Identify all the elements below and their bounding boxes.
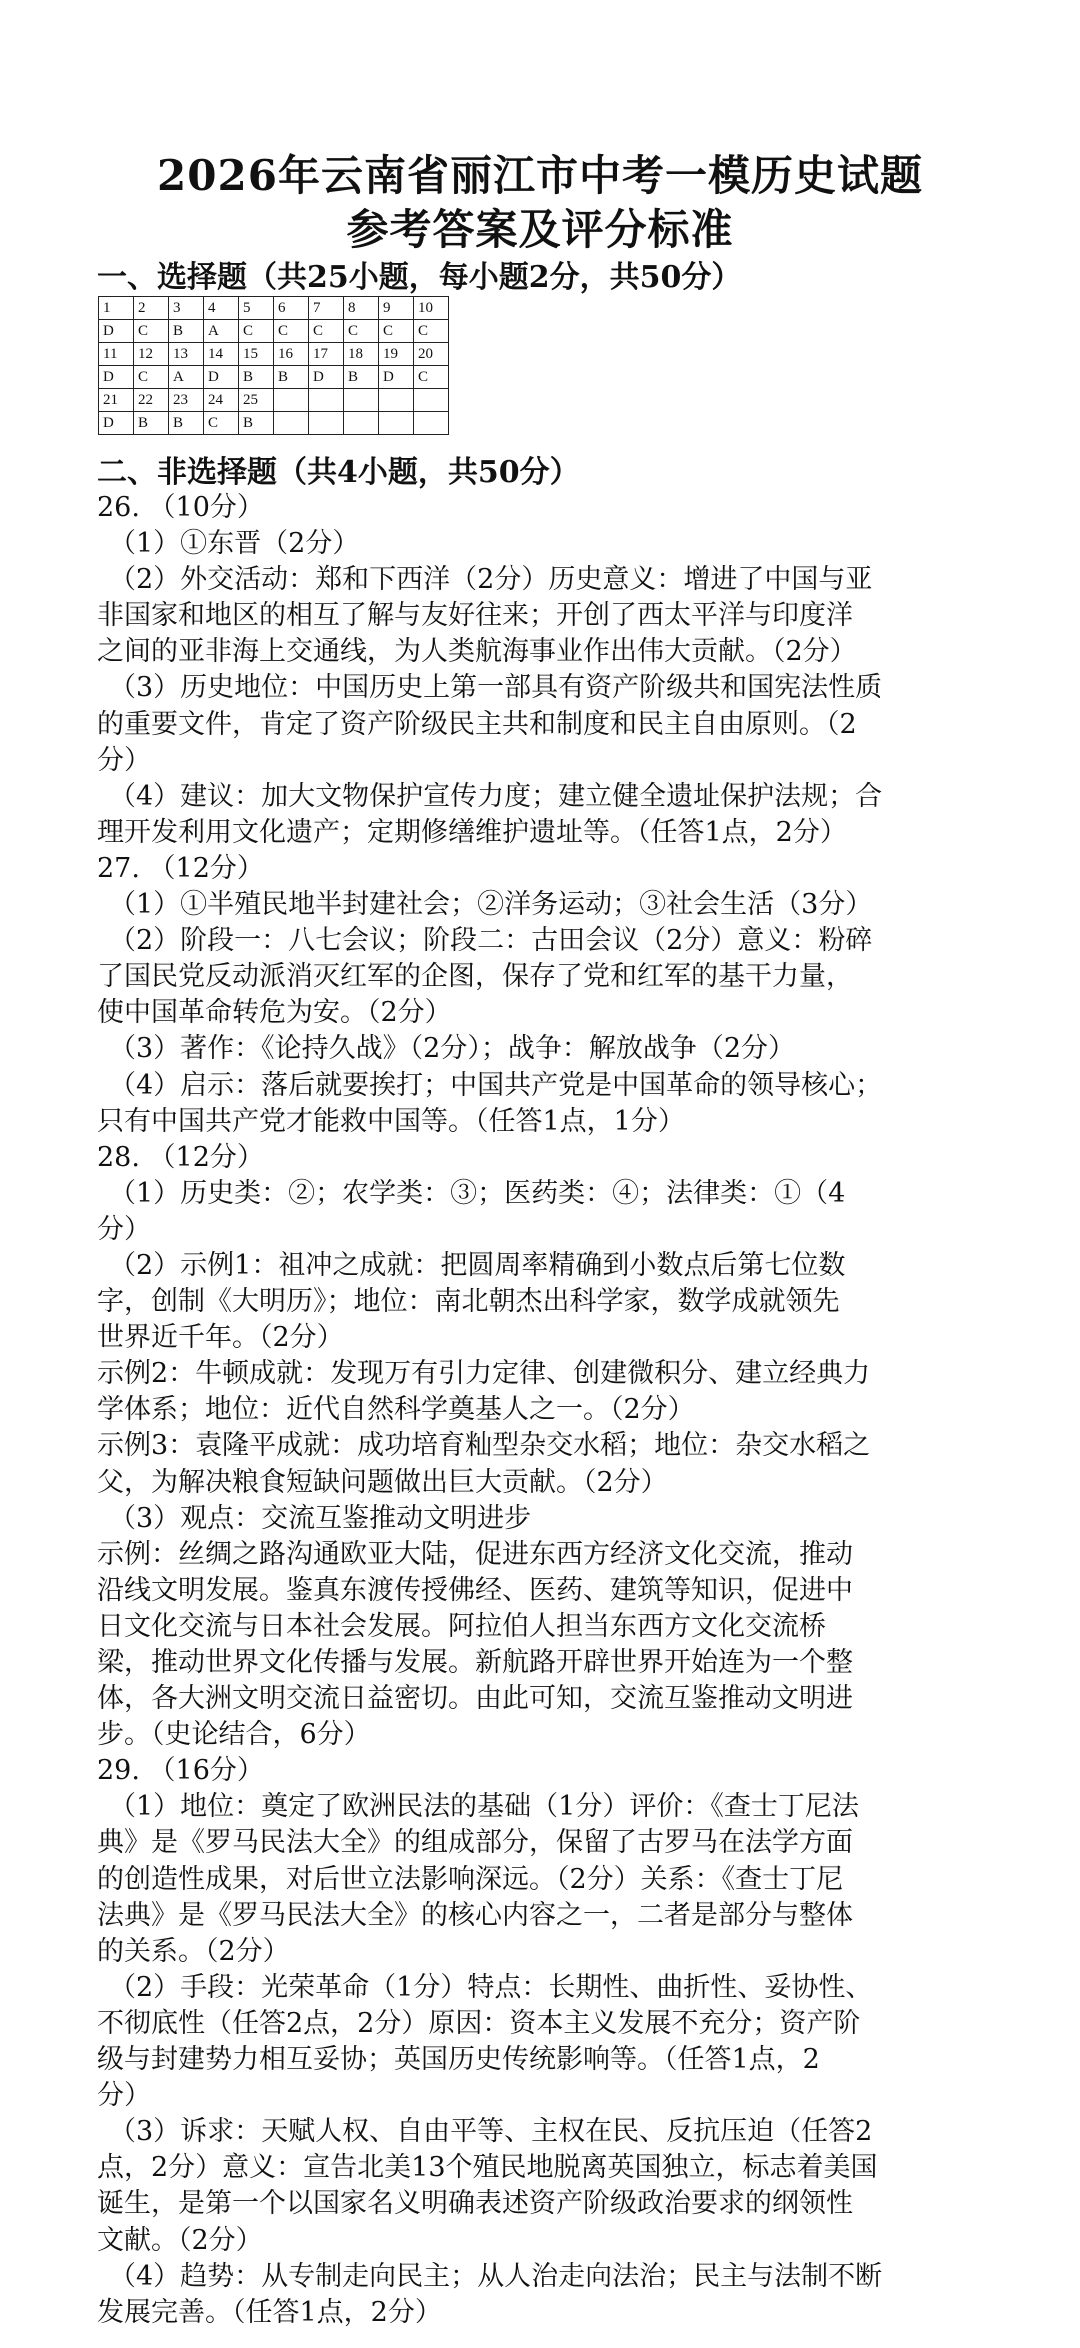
answer-table-row bbox=[99, 343, 449, 366]
answer-line: （1）历史类：②；农学类：③；医药类：④；法律类：①（4 bbox=[109, 1177, 846, 1209]
answer-table-row bbox=[99, 320, 449, 343]
answer-line: 示例：丝绸之路沟通欧亚大陆，促进东西方经济文化交流，推动 bbox=[97, 1538, 853, 1570]
answer-line: 体，各大洲文明交流日益密切。由此可知，交流互鉴推动文明进 bbox=[97, 1683, 853, 1715]
answer-table-cell: 24 bbox=[204, 389, 239, 412]
answer-line: （1）地位：奠定了欧洲民法的基础（1分）评价：《查士丁尼法 bbox=[109, 1791, 859, 1823]
answer-line: （3）历史地位：中国历史上第一部具有资产阶级共和国宪法性质 bbox=[109, 672, 883, 704]
answer-table-cell bbox=[379, 412, 414, 435]
answer-table-cell: D bbox=[309, 366, 344, 389]
answer-table-cell: 9 bbox=[379, 297, 414, 320]
answer-table-cell: B bbox=[134, 412, 169, 435]
answer-table-cell: 20 bbox=[414, 343, 449, 366]
answer-table-cell: C bbox=[414, 320, 449, 343]
answer-line: 点，2分）意义：宣告北美13个殖民地脱离英国独立，标志着美国 bbox=[97, 2152, 878, 2184]
answer-table-cell bbox=[309, 412, 344, 435]
answer-line: 只有中国共产党才能救中国等。（任答1点，1分） bbox=[97, 1105, 685, 1137]
answer-table-cell bbox=[414, 412, 449, 435]
answer-table-cell: A bbox=[169, 366, 204, 389]
answer-table-cell: 7 bbox=[309, 297, 344, 320]
answer-table-cell: 11 bbox=[99, 343, 134, 366]
answer-table-cell: 3 bbox=[169, 297, 204, 320]
answer-table-cell bbox=[344, 412, 379, 435]
answer-table-cell: 8 bbox=[344, 297, 379, 320]
answer-line: 示例2：牛顿成就：发现万有引力定律、创建微积分、建立经典力 bbox=[97, 1358, 871, 1390]
answer-line: 的重要文件，肯定了资产阶级民主共和制度和民主自由原则。（2 bbox=[97, 708, 857, 740]
answer-line: （1）①东晋（2分） bbox=[109, 528, 360, 560]
answer-table-cell: 12 bbox=[134, 343, 169, 366]
answer-table-cell bbox=[274, 389, 309, 412]
answer-table-cell: 25 bbox=[239, 389, 274, 412]
answer-line: 发展完善。（任答1点，2分） bbox=[97, 2296, 442, 2328]
answer-table-cell: B bbox=[169, 320, 204, 343]
answer-line: 分） bbox=[97, 744, 151, 776]
section-heading-non-choice: 二、非选择题（共4小题，共50分） bbox=[97, 455, 580, 490]
answer-line: 学体系；地位：近代自然科学奠基人之一。（2分） bbox=[97, 1394, 695, 1426]
answer-body bbox=[97, 490, 997, 2331]
answer-table-cell: B bbox=[169, 412, 204, 435]
answer-table-cell: C bbox=[274, 320, 309, 343]
answer-line: 不彻底性（任答2点，2分）原因：资本主义发展不充分；资产阶 bbox=[97, 2007, 861, 2039]
answer-table-cell bbox=[414, 389, 449, 412]
answer-line: （2）示例1：祖冲之成就：把圆周率精确到小数点后第七位数 bbox=[109, 1249, 846, 1281]
page-subtitle: 参考答案及评分标准 bbox=[346, 205, 734, 254]
answer-table-cell: C bbox=[414, 366, 449, 389]
answer-line: 示例3：袁隆平成就：成功培育籼型杂交水稻；地位：杂交水稻之 bbox=[97, 1430, 871, 1462]
answer-line: （4）启示：落后就要挨打；中国共产党是中国革命的领导核心； bbox=[109, 1069, 883, 1101]
question-number: 27. （12分） bbox=[97, 852, 264, 884]
section-heading-multiple-choice: 一、选择题（共25小题，每小题2分，共50分） bbox=[97, 260, 742, 295]
answer-line: 沿线文明发展。鉴真东渡传授佛经、医药、建筑等知识，促进中 bbox=[97, 1574, 853, 1606]
answer-table-cell: C bbox=[379, 320, 414, 343]
answer-line: （3）著作：《论持久战》（2分）；战争：解放战争（2分） bbox=[109, 1033, 796, 1065]
answer-table-cell: B bbox=[239, 366, 274, 389]
answer-table-cell: D bbox=[99, 412, 134, 435]
answer-table-row bbox=[99, 366, 449, 389]
answer-line: （4）建议：加大文物保护宣传力度；建立健全遗址保护法规；合 bbox=[109, 780, 883, 812]
answer-table-cell: 17 bbox=[309, 343, 344, 366]
question-number: 29. （16分） bbox=[97, 1755, 264, 1787]
answer-line: 日文化交流与日本社会发展。阿拉伯人担当东西方文化交流桥 bbox=[97, 1610, 826, 1642]
answer-line: （1）①半殖民地半封建社会；②洋务运动；③社会生活（3分） bbox=[109, 889, 873, 921]
answer-table-cell: 2 bbox=[134, 297, 169, 320]
answer-line: 字，创制《大明历》；地位：南北朝杰出科学家，数学成就领先 bbox=[97, 1286, 840, 1318]
answer-table-cell: 1 bbox=[99, 297, 134, 320]
answer-table bbox=[98, 296, 449, 435]
answer-table-cell: 13 bbox=[169, 343, 204, 366]
answer-table-cell: 18 bbox=[344, 343, 379, 366]
answer-line: 法典》是《罗马民法大全》的核心内容之一，二者是部分与整体 bbox=[97, 1899, 853, 1931]
question-number: 26. （10分） bbox=[97, 492, 264, 523]
answer-table-cell: C bbox=[309, 320, 344, 343]
answer-table-cell: C bbox=[204, 412, 239, 435]
answer-table-cell: C bbox=[344, 320, 379, 343]
answer-line: 了国民党反动派消灭红军的企图，保存了党和红军的基干力量， bbox=[97, 961, 853, 993]
answer-line: 诞生，是第一个以国家名义明确表述资产阶级政治要求的纲领性 bbox=[97, 2188, 853, 2220]
answer-table-cell: B bbox=[239, 412, 274, 435]
answer-table-cell: 22 bbox=[134, 389, 169, 412]
answer-line: 步。（史论结合，6分） bbox=[97, 1719, 371, 1751]
answer-line: 梁，推动世界文化传播与发展。新航路开辟世界开始连为一个整 bbox=[97, 1647, 853, 1678]
answer-line: 世界近千年。（2分） bbox=[97, 1322, 344, 1354]
answer-line: （3）观点：交流互鉴推动文明进步 bbox=[109, 1502, 532, 1534]
answer-line: 级与封建势力相互妥协；英国历史传统影响等。（任答1点，2 bbox=[97, 2044, 820, 2076]
answer-table-cell: C bbox=[239, 320, 274, 343]
answer-table-cell: D bbox=[379, 366, 414, 389]
answer-line: 典》是《罗马民法大全》的组成部分，保留了古罗马在法学方面 bbox=[97, 1827, 853, 1859]
answer-line: 非国家和地区的相互了解与友好往来；开创了西太平洋与印度洋 bbox=[97, 600, 853, 632]
answer-line: （4）趋势：从专制走向民主；从人治走向法治；民主与法制不断 bbox=[109, 2260, 883, 2292]
answer-table-cell bbox=[309, 389, 344, 412]
answer-table-cell: 16 bbox=[274, 343, 309, 366]
answer-table-cell: 19 bbox=[379, 343, 414, 366]
answer-table-cell: C bbox=[134, 320, 169, 343]
answer-line: 文献。（2分） bbox=[97, 2224, 263, 2256]
answer-table-cell: B bbox=[344, 366, 379, 389]
answer-table-cell: 4 bbox=[204, 297, 239, 320]
answer-line: 分） bbox=[97, 1213, 151, 1245]
answer-table-cell: D bbox=[204, 366, 239, 389]
answer-table-cell: B bbox=[274, 366, 309, 389]
answer-line: 的创造性成果，对后世立法影响深远。（2分）关系：《查士丁尼 bbox=[97, 1863, 844, 1895]
answer-line: （2）手段：光荣革命（1分）特点：长期性、曲折性、妥协性、 bbox=[109, 1971, 873, 2003]
page-title: 2026年云南省丽江市中考一模历史试题 bbox=[157, 151, 923, 200]
answer-line: （3）诉求：天赋人权、自由平等、主权在民、反抗压迫（任答2 bbox=[109, 2116, 873, 2148]
answer-line: 理开发利用文化遗产；定期修缮维护遗址等。（任答1点，2分） bbox=[97, 816, 847, 848]
answer-table-cell: A bbox=[204, 320, 239, 343]
answer-table-row bbox=[99, 389, 449, 412]
answer-table-cell: 10 bbox=[414, 297, 449, 320]
answer-line: 分） bbox=[97, 2080, 151, 2112]
answer-line: 使中国革命转危为安。（2分） bbox=[97, 997, 452, 1029]
answer-table-cell: 21 bbox=[99, 389, 134, 412]
answer-table-cell: 6 bbox=[274, 297, 309, 320]
answer-table-cell bbox=[379, 389, 414, 412]
answer-table-cell: 5 bbox=[239, 297, 274, 320]
answer-table-cell: 23 bbox=[169, 389, 204, 412]
answer-table-cell: D bbox=[99, 320, 134, 343]
answer-table-row bbox=[99, 297, 449, 320]
answer-line: （2）外交活动：郑和下西洋（2分）历史意义：增进了中国与亚 bbox=[109, 564, 873, 596]
answer-line: 的关系。（2分） bbox=[97, 1935, 290, 1967]
answer-table-cell bbox=[344, 389, 379, 412]
answer-table-row bbox=[99, 412, 449, 435]
answer-table-cell: 14 bbox=[204, 343, 239, 366]
answer-table-cell bbox=[274, 412, 309, 435]
answer-table-cell: D bbox=[99, 366, 134, 389]
answer-line: （2）阶段一：八七会议；阶段二：古田会议（2分）意义：粉碎 bbox=[109, 925, 873, 957]
answer-table-cell: 15 bbox=[239, 343, 274, 366]
answer-line: 之间的亚非海上交通线，为人类航海事业作出伟大贡献。（2分） bbox=[97, 636, 857, 668]
question-number: 28. （12分） bbox=[97, 1141, 264, 1173]
answer-table-cell: C bbox=[134, 366, 169, 389]
answer-line: 父，为解决粮食短缺问题做出巨大贡献。（2分） bbox=[97, 1466, 668, 1498]
